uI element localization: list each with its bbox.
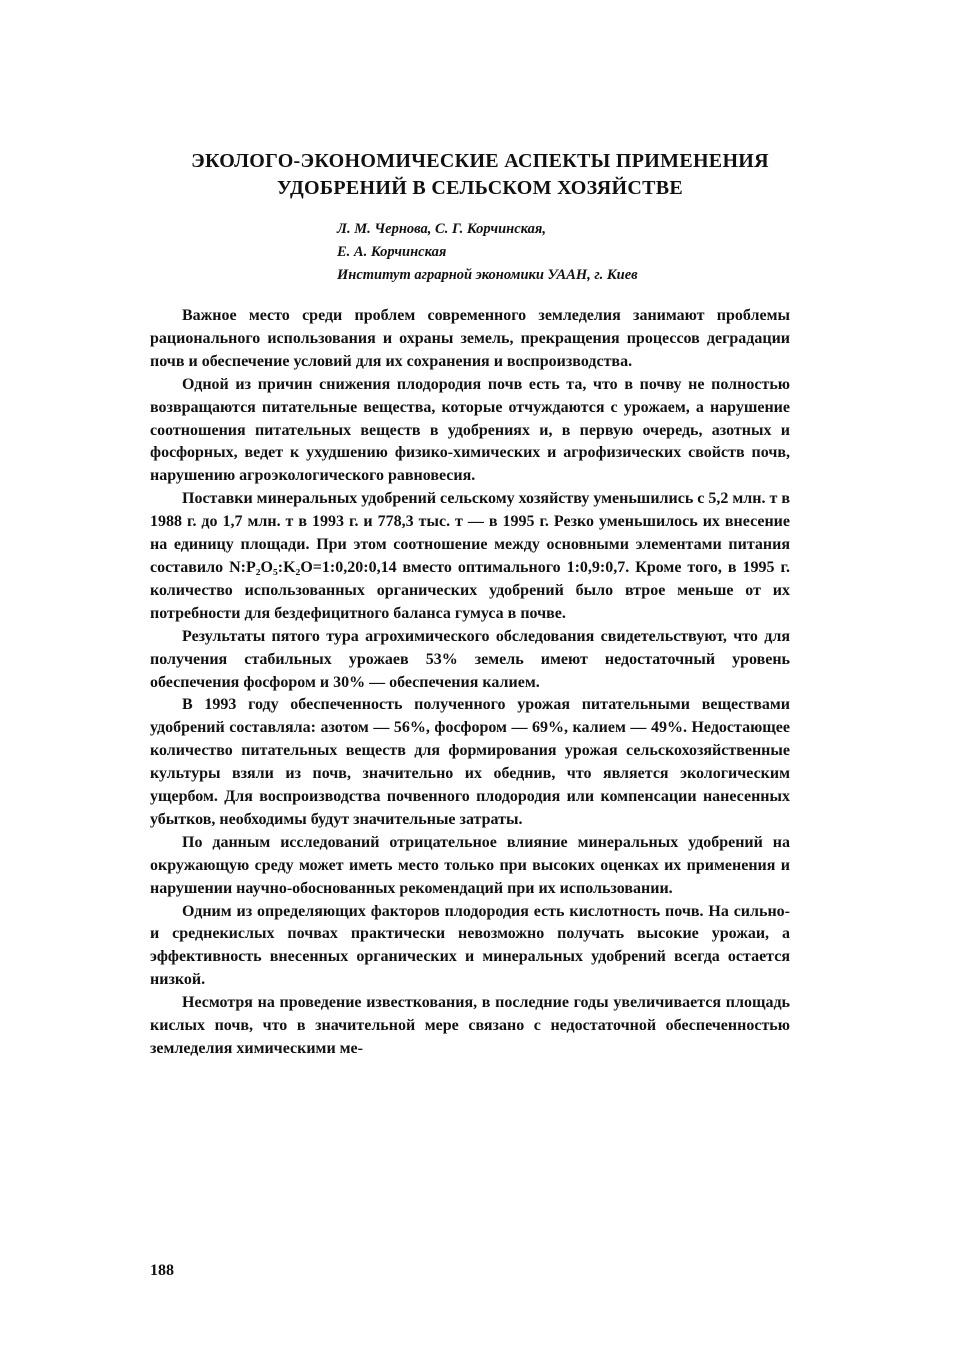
- paragraph: В 1993 году обеспеченность полученного урожая питательными веществами удобрений составляла: азотом — 56%, фосфором — 69%, калием — 49%. Недостающее количество питательных веществ для формирования урожая сельскохозяйственные культуры взяли из почв, значительно их обеднив, что является экологическим ущербом. Для воспроизводства почвенного плодородия или компенсации нанесенных убытков, необходимы будут значительные затраты.: [150, 696, 790, 828]
- paragraph: По данным исследований отрицательное влияние минеральных удобрений на окружающую среду может иметь место только при высоких оценках их применения и нарушении научно-обоснованных рекомендаций при их использовании.: [150, 833, 790, 897]
- authors-line-2: Е. А. Корчинская: [337, 244, 447, 260]
- affiliation: Институт аграрной экономики УААН, г. Киев: [337, 267, 638, 283]
- paragraph: Одной из причин снижения плодородия почв есть та, что в почву не полностью возвращаются питательные вещества, которые отчуждаются с урожаем, а нарушение соотношения питательных веществ в удобрениях и, в первую очередь, азотных и фосфорных, ведет к ухудшению физико-химических и агрофизических свойств почв, нарушению агроэкологического равновесия.: [150, 375, 790, 485]
- title-line-2: УДОБРЕНИЙ В СЕЛЬСКОМ ХОЗЯЙСТВЕ: [276, 177, 684, 199]
- authors-line-1: Л. М. Чернова, С. Г. Корчинская,: [337, 221, 546, 237]
- paragraph: Поставки минеральных удобрений сельскому хозяйству уменьшились с 5,2 млн. т в 1988 г. до 1,7 млн. т в 1993 г. и 778,3 тыс. т — в 1995 г. Резко уменьшилось их внесение на единицу площади. При этом соотношение между основными элементами питания составило N:P₂O₅:K₂O=1:0,20:0,14 вместо оптимального 1:0,9:0,7. Кроме того, в 1995 г. количество использованных органических удобрений было втрое меньше от их потребности для бездефицитного баланса гумуса в почве.: [150, 490, 790, 622]
- paragraph: Результаты пятого тура агрохимического обследования свидетельствуют, что для получения стабильных урожаев 53% земель имеют недостаточный уровень обеспечения фосфором и 30% — обеспечения калием.: [150, 627, 790, 691]
- paragraph: Несмотря на проведение известкования, в последние годы увеличивается площадь кислых почв, что в значительной мере связано с недостаточной обеспеченностью земледелия химическими ме-: [150, 994, 790, 1057]
- article-body: [150, 305, 790, 1061]
- paragraph: Одним из определяющих факторов плодородия есть кислотность почв. На сильно- и среднекислых почвах практически невозможно получать высокие урожаи, а эффективность внесенных органических и минеральных удобрений всегда остается низкой.: [150, 902, 790, 989]
- article-title: [150, 148, 810, 202]
- authors-block: [337, 218, 777, 287]
- title-line-1: ЭКОЛОГО-ЭКОНОМИЧЕСКИЕ АСПЕКТЫ ПРИМЕНЕНИЯ: [191, 150, 769, 172]
- page-number: 188: [150, 1262, 174, 1279]
- paragraph: Важное место среди проблем современного земледелия занимают проблемы рационального использования и охраны земель, прекращения процессов деградации почв и обеспечение условий для их сохранения и воспроизводства.: [150, 307, 790, 370]
